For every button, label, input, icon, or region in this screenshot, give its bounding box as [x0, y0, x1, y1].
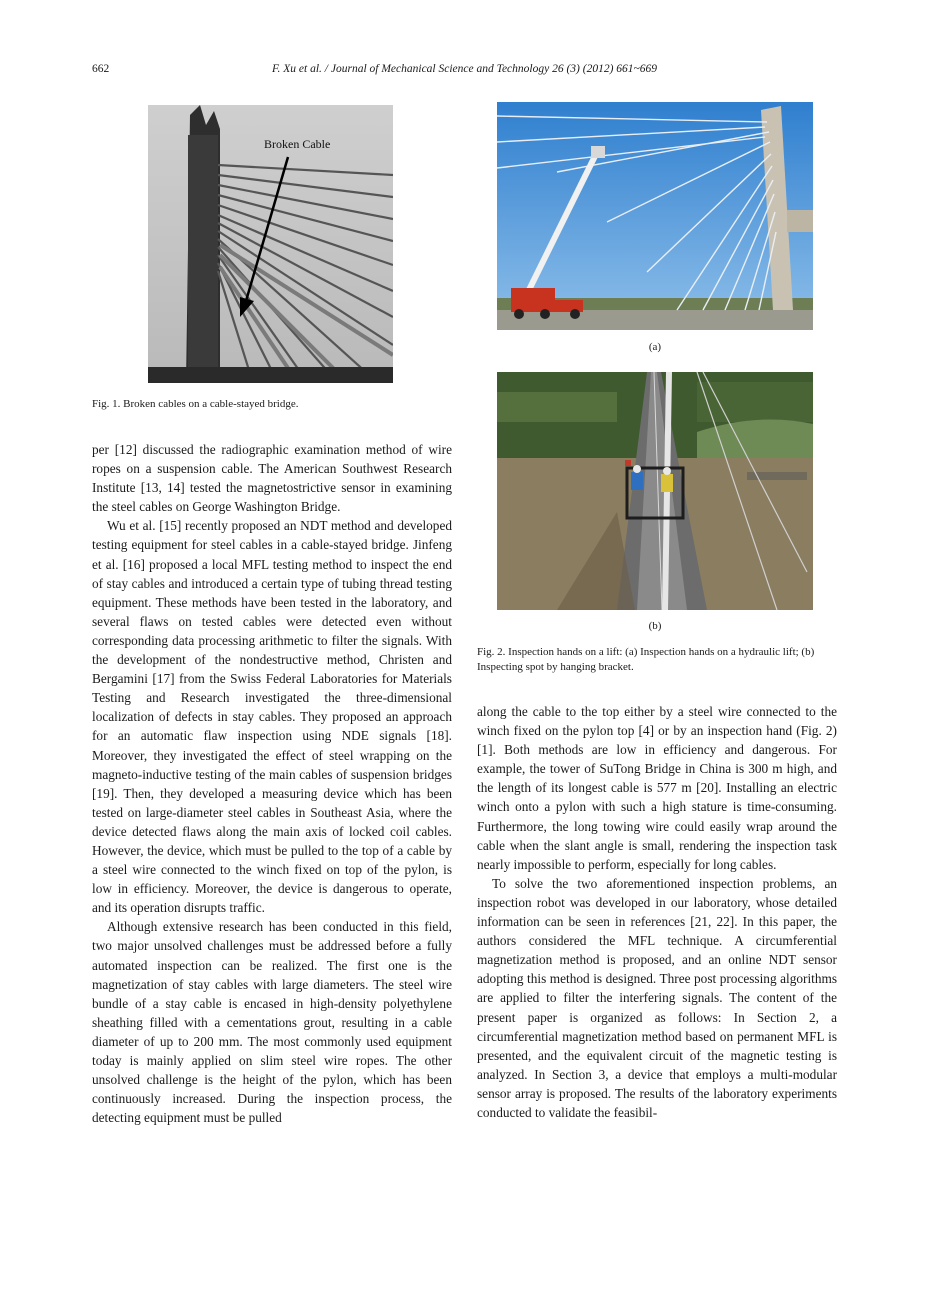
hydraulic-lift-photo [497, 102, 813, 330]
left-paragraph-3: Although extensive research has been conducted in this field, two major unsolved challenges must be addressed before a fully automated inspection can be realized. The first one is the magnetization of stay cables with large diameters. The steel wire bundle of a stay cable is encased in high-density polyethylene sheathing filled with a cementations grout, resulting in a cable diameter of up to 200 mm. The most commonly used equipment today is mainly applied on slim steel wire ropes. The other unsolved challenge is the height of the pylon, which has been continuously increased. During the inspection process, the detecting equipment must be pulled [92, 919, 452, 1126]
left-paragraph-1: per [12] discussed the radiographic examination method of wire ropes on a suspension cable. The American Southwest Research Institute [13, 14] tested the magnetostrictive sensor in examining the steel cables on George Washington Bridge. [92, 442, 452, 515]
page-number: 662 [92, 63, 110, 75]
hanging-bracket-photo [497, 372, 813, 610]
right-paragraph-2: To solve the two aforementioned inspection problems, an inspection robot was developed in our laboratory, whose detailed information can be seen in references [21, 22]. In this paper, the authors considered the MFL technique. A circumferential magnetization method is proposed, and an online NDT sensor adopting this method is designed. Three post processing algorithms are applied to filter the interfering signals. The content of the present paper is organized as follows: In Section 2, a circumferential magnetization method based on permanent MFL is presented, and the equivalent circuit of the magnetic testing is analyzed. In Section 3, a device that employs a multi-modular sensor array is proposed. The results of the laboratory experiments conducted to validate the feasibil- [477, 875, 837, 1120]
figure-1-photo [148, 105, 393, 383]
broken-cable-photo [148, 105, 393, 383]
left-paragraph-2: Wu et al. [15] recently proposed an NDT method and developed testing equipment for steel cables in a cable-stayed bridge. Jinfeng et al. [16] proposed a local MFL testing method to inspect the end of stay cables and introduced a certain type of tubing thread testing equipment. These methods have been tested in the laboratory, and several flaws on tested cables were detected even without corresponding data processing arithmetic to filter the signals. With the development of the nondestructive method, Christen and Bergamini [17] from the Swiss Federal Laboratories for Materials Testing and Research investigated the three-dimensional localization of defects in stay cables. They proposed an approach for an automatic flaw inspection using NDE signals [18]. Moreover, they investigated the effect of steel wrapping on the magneto-inductive testing of the main cables of suspension bridges [19]. Then, they developed a measuring device which has been tested on large-diameter steel cables in Southeast Asia, where the device detected flaws along the main axis of locked coil cables. However, the device, which must be pulled to the top of a cable by a steel wire connected to the winch fixed on top of the pylon, is low in efficiency. Moreover, the device is dangerous to operate, and its operation disrupts traffic. [92, 518, 452, 916]
page-header [92, 63, 837, 81]
figure-2a-photo [497, 102, 813, 330]
figure-2a-label: (a) [648, 341, 662, 353]
right-paragraph-1: along the cable to the top either by a steel wire connected to the winch fixed on the pylon top [4] or by an inspection hand (Fig. 2) [1]. Both methods are low in efficiency and dangerous. For example, the tower of SuTong Bridge in China is 300 m high, and the length of its longest cable is 577 m [20]. Installing an electric winch onto a pylon with such a high stature is time-consuming. Furthermore, the long towing wire could easily wrap around the cable when the slant angle is small, rendering the inspection task nearly impossible to perform, especially for long cables. [477, 704, 837, 872]
figure-1-caption: Fig. 1. Broken cables on a cable-stayed bridge. [92, 398, 299, 410]
running-head: F. Xu et al. / Journal of Mechanical Science and Technology 26 (3) (2012) 661~669 [271, 63, 657, 75]
figure-2-caption: Fig. 2. Inspection hands on a lift: (a) Inspection hands on a hydraulic lift; (b) Inspecting spot by hanging bracket. [477, 646, 815, 673]
left-text-column [92, 440, 452, 1127]
broken-cable-annotation: Broken Cable [264, 137, 331, 151]
right-text-column [477, 702, 837, 1122]
figure-2b-label: (b) [648, 620, 662, 632]
figure-2b-photo [497, 372, 813, 610]
